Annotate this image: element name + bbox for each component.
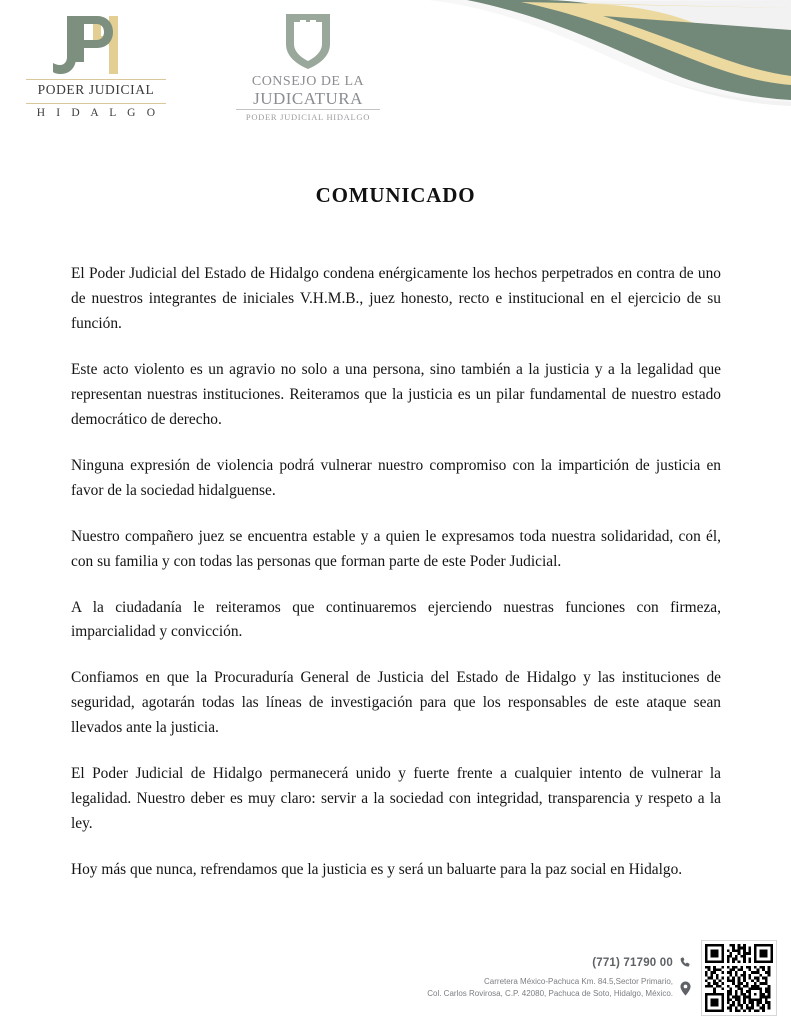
paragraph: Hoy más que nunca, refrendamos que la justicia es y será un baluarte para la paz social en Hidalgo. [71, 861, 683, 879]
paragraph: El Poder Judicial de Hidalgo permanecerá unido y fuerte frente a cualquier intento de vulnerar la legalidad. Nuestro deber es muy claro: servir a la sociedad con integridad, transparencia y respeto a la ley. [71, 765, 721, 833]
paragraph: Nuestro compañero juez se encuentra estable y a quien le expresamos toda nuestra solidaridad, con él, con su familia y con todas las personas que forman parte de este Poder Judicial. [71, 527, 721, 570]
pj-monogram-icon [22, 14, 170, 76]
footer-phone-row [427, 956, 692, 969]
qr-code[interactable] [701, 940, 777, 1016]
cj-shield-icon [228, 12, 388, 70]
logo-poder-judicial [22, 14, 170, 119]
paragraph: Ninguna expresión de violencia podrá vulnerar nuestro compromiso con la impartición de justicia en favor de la sociedad hidalguense. [71, 456, 721, 499]
paragraph: Confiamos en que la Procuraduría General de Justicia del Estado de Hidalgo y las instituciones de seguridad, agotarán todas las líneas de investigación para que los responsables de este ataque sean llevados ante la justicia. [71, 669, 721, 737]
footer-address-row [427, 976, 692, 1000]
paragraph: El Poder Judicial del Estado de Hidalgo condena enérgicamente los hechos perpetrados en contra de uno de nuestros integrantes de iniciales V.H.M.B., juez honesto, recto e institucional en el ejercicio de su función. [71, 265, 721, 332]
document-footer [0, 932, 791, 1016]
paragraph: A la ciudadanía le reiteramos que continuaremos ejerciendo nuestras funciones con firmeza, imparcialidad y convicción. [71, 598, 721, 641]
page-title: COMUNICADO [315, 183, 476, 207]
logo-consejo-judicatura [228, 12, 388, 122]
document-header [0, 0, 440, 130]
logo-pj-name: PODER JUDICIAL [37, 82, 155, 97]
logo-pj-state: H I D A L G O [36, 107, 160, 119]
footer-phone: (771) 71790 00 [592, 956, 673, 969]
footer-contact-block [427, 956, 692, 1000]
document-body [71, 262, 721, 883]
phone-icon [679, 956, 692, 969]
logo-cj-line3: PODER JUDICIAL HIDALGO [245, 111, 371, 122]
logo-cj-line1: CONSEJO DE LA [251, 74, 365, 89]
paragraph: Este acto violento es un agravio no solo a una persona, sino también a la justicia y a la legalidad que representan nuestras instituciones. Reiteramos que la justicia es un pilar fundamental de nuestro estado democrático de derecho. [71, 360, 721, 428]
footer-address-line2: Col. Carlos Rovirosa, C.P. 42080, Pachuca de Soto, Hidalgo, México. [427, 989, 673, 998]
footer-address-line1: Carretera México-Pachuca Km. 84.5,Sector Primario, [484, 977, 673, 986]
location-pin-icon [679, 981, 692, 996]
logo-cj-line2: JUDICATURA [253, 89, 363, 108]
